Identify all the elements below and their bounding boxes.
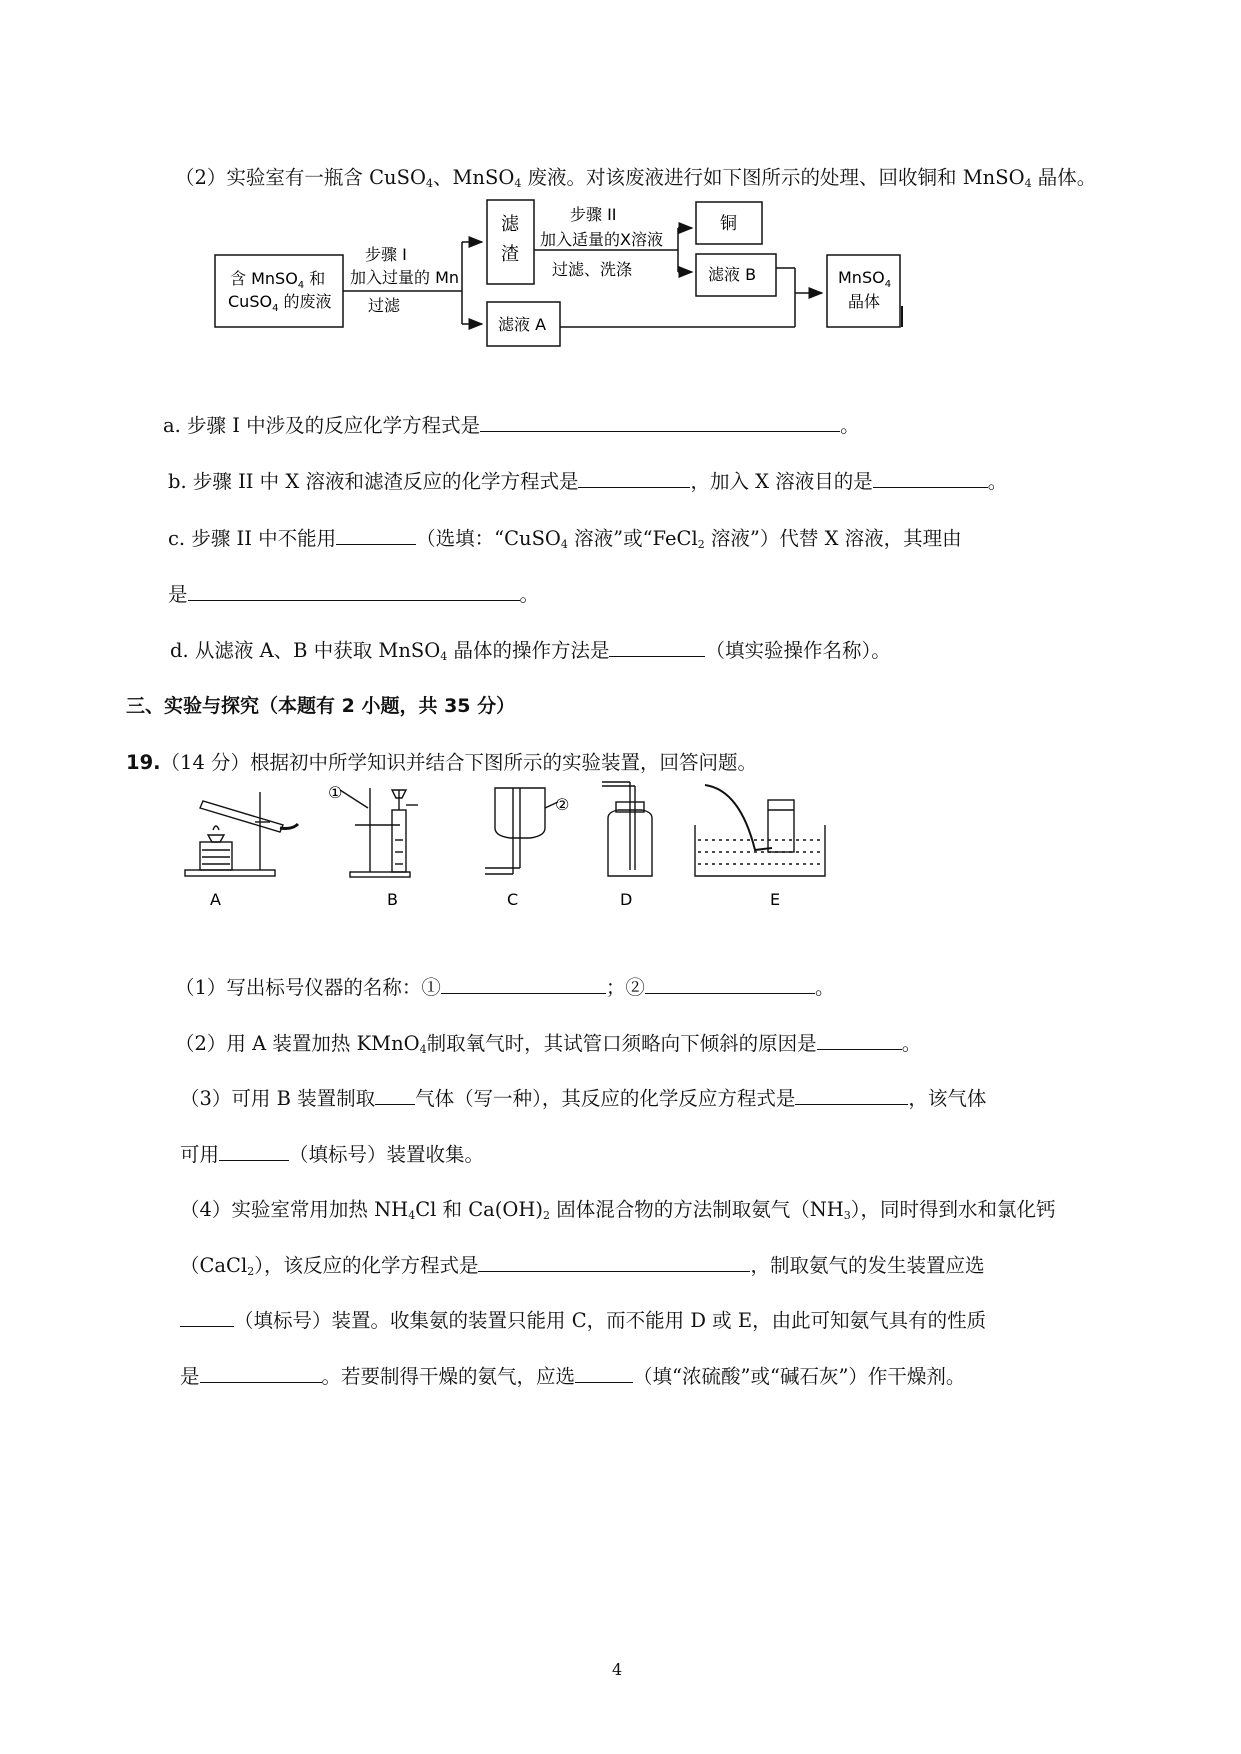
q19-part3: （3）可用 B 装置制取 气体（写一种），其反应的化学反应方程式是 ，该气体	[180, 1087, 987, 1110]
answer-blank-19-1a[interactable]	[441, 975, 606, 994]
answer-blank-19-4b[interactable]	[180, 1308, 234, 1327]
apparatus-label-a: A	[210, 890, 221, 909]
answer-blank-a[interactable]	[480, 413, 840, 432]
product-line1: MnSO$_4$	[838, 268, 892, 290]
residue-box	[487, 200, 534, 284]
apparatus-e	[695, 785, 825, 876]
product-box	[827, 255, 900, 327]
apparatus-label-e: E	[770, 890, 781, 909]
apparatus-b	[340, 788, 418, 877]
apparatus-a	[185, 792, 298, 876]
answer-blank-c1[interactable]	[336, 526, 416, 545]
answer-blank-19-1b[interactable]	[645, 975, 815, 994]
waste-liquid-line2: CuSO$_4$ 的废液	[228, 292, 332, 314]
answer-blank-19-3b[interactable]	[795, 1086, 908, 1105]
answer-blank-b2[interactable]	[873, 469, 988, 488]
step2-title: 步骤 II	[570, 205, 617, 224]
residue-char2: 渣	[501, 244, 519, 265]
q19-part4-cont3: 是 。若要制得干燥的氨气，应选 （填“浓硫酸”或“碱石灰”）作干燥剂。	[180, 1365, 966, 1388]
step1-title: 步骤 I	[365, 245, 407, 264]
answer-blank-19-4c[interactable]	[200, 1364, 322, 1383]
q19-part1: （1）写出标号仪器的名称：① ；② 。	[175, 976, 835, 999]
mark-1: ①	[328, 783, 343, 802]
step1-filter: 过滤	[368, 296, 401, 315]
answer-blank-b1[interactable]	[578, 469, 690, 488]
waste-liquid-line1: 含 MnSO$_4$ 和	[230, 269, 326, 291]
q19-part4-cont1: （CaCl$_2$），该反应的化学方程式是 ，制取氨气的发生装置应选	[180, 1254, 985, 1278]
copper-label: 铜	[720, 214, 737, 234]
answer-blank-19-4a[interactable]	[478, 1253, 750, 1272]
apparatus-label-b: B	[387, 890, 398, 909]
apparatus-d	[602, 782, 652, 876]
filtrate-a-label: 滤液 A	[498, 315, 547, 334]
step1-reagent: 加入过量的 Mn	[350, 268, 460, 287]
step2-reagent: 加入适量的X溶液	[540, 230, 663, 249]
q19-part4-cont2: （填标号）装置。收集氨的装置只能用 C，而不能用 D 或 E，由此可知氨气具有的性质	[180, 1308, 986, 1334]
step2-ops: 过滤、洗涤	[552, 260, 633, 279]
filtrate-b-label: 滤液 B	[708, 265, 757, 284]
answer-blank-19-2[interactable]	[817, 1031, 902, 1050]
product-line2: 晶体	[848, 292, 881, 311]
apparatus-c	[485, 788, 558, 874]
page-number: 4	[612, 1660, 623, 1679]
mark-2: ②	[555, 795, 570, 814]
question-a: a. 步骤 I 中涉及的反应化学方程式是 。	[163, 414, 860, 437]
q19-part3-cont: 可用 （填标号）装置收集。	[180, 1143, 485, 1166]
apparatus-label-c: C	[507, 890, 519, 909]
q19-part4: （4）实验室常用加热 $NH_4Cl$ 和 $Ca(OH)_2$ 固体混合物的方法制取氨气$(NH_3)$，同时得到水和氯化钙	[180, 1198, 1056, 1222]
answer-blank-19-4d[interactable]	[575, 1364, 633, 1383]
answer-blank-c2[interactable]	[188, 582, 520, 601]
waste-liquid-box	[215, 255, 343, 327]
q19-intro: 19.（14 分）根据初中所学知识并结合下图所示的实验装置，回答问题。	[126, 751, 758, 774]
residue-char1: 滤	[501, 214, 519, 235]
answer-blank-19-3c[interactable]	[219, 1142, 289, 1161]
q19-part2: （2）用 A 装置加热 KMnO$_4$制取氧气时，其试管口须略向下倾斜的原因是 。	[175, 1032, 922, 1056]
section-3-heading: 三、实验与探究（本题有 2 小题，共 35 分）	[126, 695, 516, 717]
question-c: c. 步骤 II 中不能用 （选填：“CuSO$_4$ 溶液”或“FeCl$_2$ 溶液”）代替 X 溶液，其理由	[168, 527, 962, 551]
q2-intro: （2）实验室有一瓶含 CuSO$_4$、MnSO$_4$ 废液。对该废液进行如下图所示的处理、回收铜和 MnSO$_4$ 晶体。	[175, 166, 1097, 190]
question-d: d. 从滤液 A、B 中获取 MnSO$_4$ 晶体的操作方法是 （填实验操作名称）。	[170, 639, 891, 663]
apparatus-figure	[180, 780, 840, 909]
question-b: b. 步骤 II 中 X 溶液和滤渣反应的化学方程式是 ，加入 X 溶液目的是 。	[168, 470, 1008, 493]
answer-blank-d[interactable]	[609, 638, 705, 657]
question-c-cont: 是 。	[168, 583, 540, 606]
answer-blank-19-3a[interactable]	[375, 1086, 415, 1105]
apparatus-label-d: D	[620, 890, 633, 909]
process-flow-diagram	[200, 190, 1020, 370]
